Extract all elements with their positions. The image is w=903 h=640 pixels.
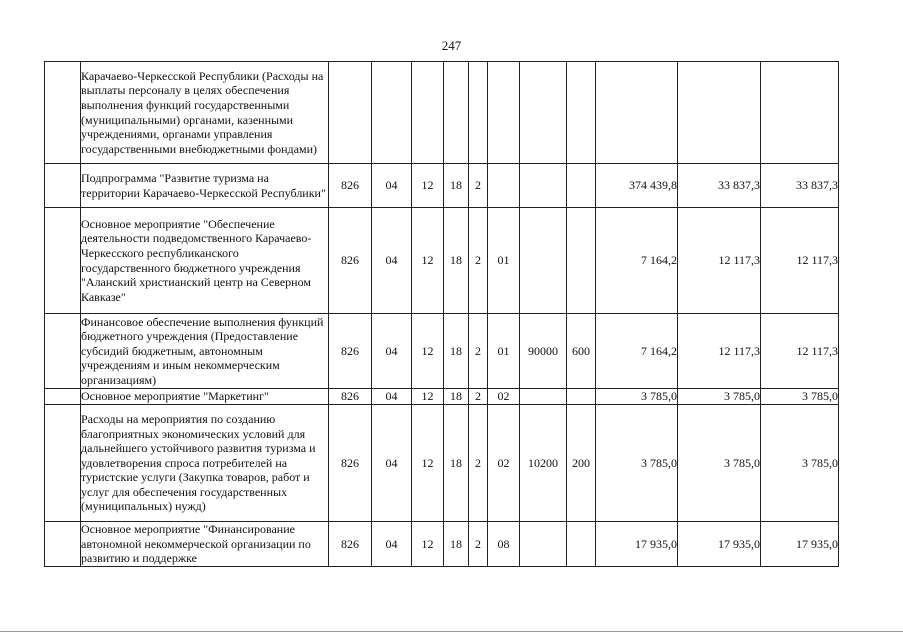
section-code-cell: 04: [372, 164, 412, 208]
ministry-code-cell: 826: [329, 208, 372, 314]
program-code-cell: 18: [444, 389, 469, 405]
event-code-cell: 08: [488, 522, 520, 567]
row-index-cell: [45, 62, 81, 164]
row-name-cell: Финансовое обеспечение выполнения функций бюджетного учреждения (Предоставление субсидий бюджетным, автономным учреждениям и иным некоммерческим организациям): [81, 314, 329, 389]
subsection-code-cell: 12: [412, 208, 444, 314]
row-index-cell: [45, 389, 81, 405]
expense-type-cell: [567, 164, 596, 208]
table-row: [45, 314, 839, 389]
amount-year-3-cell: 17 935,0: [761, 522, 839, 567]
amount-year-3-cell: 12 117,3: [761, 314, 839, 389]
subsection-code-cell: 12: [412, 314, 444, 389]
ministry-code-cell: 826: [329, 164, 372, 208]
event-code-cell: 01: [488, 314, 520, 389]
row-index-cell: [45, 208, 81, 314]
section-code-cell: [372, 62, 412, 164]
event-code-cell: 02: [488, 405, 520, 522]
expense-type-cell: 200: [567, 405, 596, 522]
program-code-cell: 18: [444, 314, 469, 389]
row-name-cell: Карачаево-Черкесской Республики (Расходы на выплаты персоналу в целях обеспечения выполнения функций государственными (муниципальными) органами, казенными учреждениями, органами управления государственными внебюджетными фондами): [81, 62, 329, 164]
amount-year-1-cell: 7 164,2: [596, 314, 678, 389]
row-name-cell: Подпрограмма "Развитие туризма на территории Карачаево-Черкесской Республики": [81, 164, 329, 208]
page-number: 247: [441, 38, 462, 53]
subprogram-code-cell: 2: [469, 208, 488, 314]
program-code-cell: 18: [444, 405, 469, 522]
row-index-cell: [45, 522, 81, 567]
subprogram-code-cell: 2: [469, 405, 488, 522]
amount-year-1-cell: [596, 62, 678, 164]
amount-year-1-cell: 7 164,2: [596, 208, 678, 314]
section-code-cell: 04: [372, 405, 412, 522]
direction-code-cell: [520, 208, 567, 314]
program-code-cell: 18: [444, 522, 469, 567]
budget-table: [44, 61, 839, 567]
subsection-code-cell: 12: [412, 389, 444, 405]
amount-year-3-cell: 12 117,3: [761, 208, 839, 314]
direction-code-cell: [520, 522, 567, 567]
amount-year-2-cell: 12 117,3: [678, 208, 761, 314]
row-index-cell: [45, 405, 81, 522]
table-row: [45, 164, 839, 208]
page-bottom-rule: [0, 631, 903, 632]
expense-type-cell: [567, 208, 596, 314]
event-code-cell: [488, 164, 520, 208]
row-index-cell: [45, 314, 81, 389]
expense-type-cell: [567, 62, 596, 164]
subprogram-code-cell: [469, 62, 488, 164]
amount-year-1-cell: 3 785,0: [596, 389, 678, 405]
direction-code-cell: 10200: [520, 405, 567, 522]
amount-year-3-cell: 3 785,0: [761, 405, 839, 522]
row-name-cell: Основное мероприятие "Финансирование автономной некоммерческой организации по развитию и поддержке: [81, 522, 329, 567]
program-code-cell: 18: [444, 164, 469, 208]
subprogram-code-cell: 2: [469, 314, 488, 389]
section-code-cell: 04: [372, 208, 412, 314]
section-code-cell: 04: [372, 389, 412, 405]
amount-year-2-cell: 33 837,3: [678, 164, 761, 208]
amount-year-2-cell: 3 785,0: [678, 405, 761, 522]
expense-type-cell: [567, 389, 596, 405]
amount-year-2-cell: 17 935,0: [678, 522, 761, 567]
amount-year-3-cell: 3 785,0: [761, 389, 839, 405]
direction-code-cell: [520, 389, 567, 405]
row-name-cell: Основное мероприятие "Маркетинг": [81, 389, 329, 405]
program-code-cell: [444, 62, 469, 164]
event-code-cell: 02: [488, 389, 520, 405]
ministry-code-cell: 826: [329, 405, 372, 522]
event-code-cell: [488, 62, 520, 164]
section-code-cell: 04: [372, 522, 412, 567]
subsection-code-cell: 12: [412, 164, 444, 208]
table-row: [45, 62, 839, 164]
expense-type-cell: 600: [567, 314, 596, 389]
subsection-code-cell: 12: [412, 405, 444, 522]
ministry-code-cell: 826: [329, 389, 372, 405]
direction-code-cell: [520, 164, 567, 208]
table-row: [45, 522, 839, 567]
direction-code-cell: 90000: [520, 314, 567, 389]
subprogram-code-cell: 2: [469, 164, 488, 208]
ministry-code-cell: 826: [329, 522, 372, 567]
program-code-cell: 18: [444, 208, 469, 314]
amount-year-2-cell: 12 117,3: [678, 314, 761, 389]
amount-year-2-cell: 3 785,0: [678, 389, 761, 405]
amount-year-1-cell: 3 785,0: [596, 405, 678, 522]
direction-code-cell: [520, 62, 567, 164]
ministry-code-cell: [329, 62, 372, 164]
row-index-cell: [45, 164, 81, 208]
amount-year-2-cell: [678, 62, 761, 164]
amount-year-3-cell: 33 837,3: [761, 164, 839, 208]
amount-year-1-cell: 374 439,8: [596, 164, 678, 208]
table-row: [45, 405, 839, 522]
table-row: [45, 389, 839, 405]
section-code-cell: 04: [372, 314, 412, 389]
amount-year-3-cell: [761, 62, 839, 164]
amount-year-1-cell: 17 935,0: [596, 522, 678, 567]
table-row: [45, 208, 839, 314]
subprogram-code-cell: 2: [469, 522, 488, 567]
subprogram-code-cell: 2: [469, 389, 488, 405]
event-code-cell: 01: [488, 208, 520, 314]
subsection-code-cell: 12: [412, 522, 444, 567]
row-name-cell: Расходы на мероприятия по созданию благоприятных экономических условий для дальнейшего устойчивого развития туризма и удовлетворения спроса потребителей на туристские услуги (Закупка товаров, работ и услуг для обеспечения государственных (муниципальных) нужд): [81, 405, 329, 522]
subsection-code-cell: [412, 62, 444, 164]
expense-type-cell: [567, 522, 596, 567]
row-name-cell: Основное мероприятие "Обеспечение деятельности подведомственного Карачаево-Черкесского республиканского государственного бюджетного учреждения "Аланский христианский центр на Северном Кавказе": [81, 208, 329, 314]
ministry-code-cell: 826: [329, 314, 372, 389]
